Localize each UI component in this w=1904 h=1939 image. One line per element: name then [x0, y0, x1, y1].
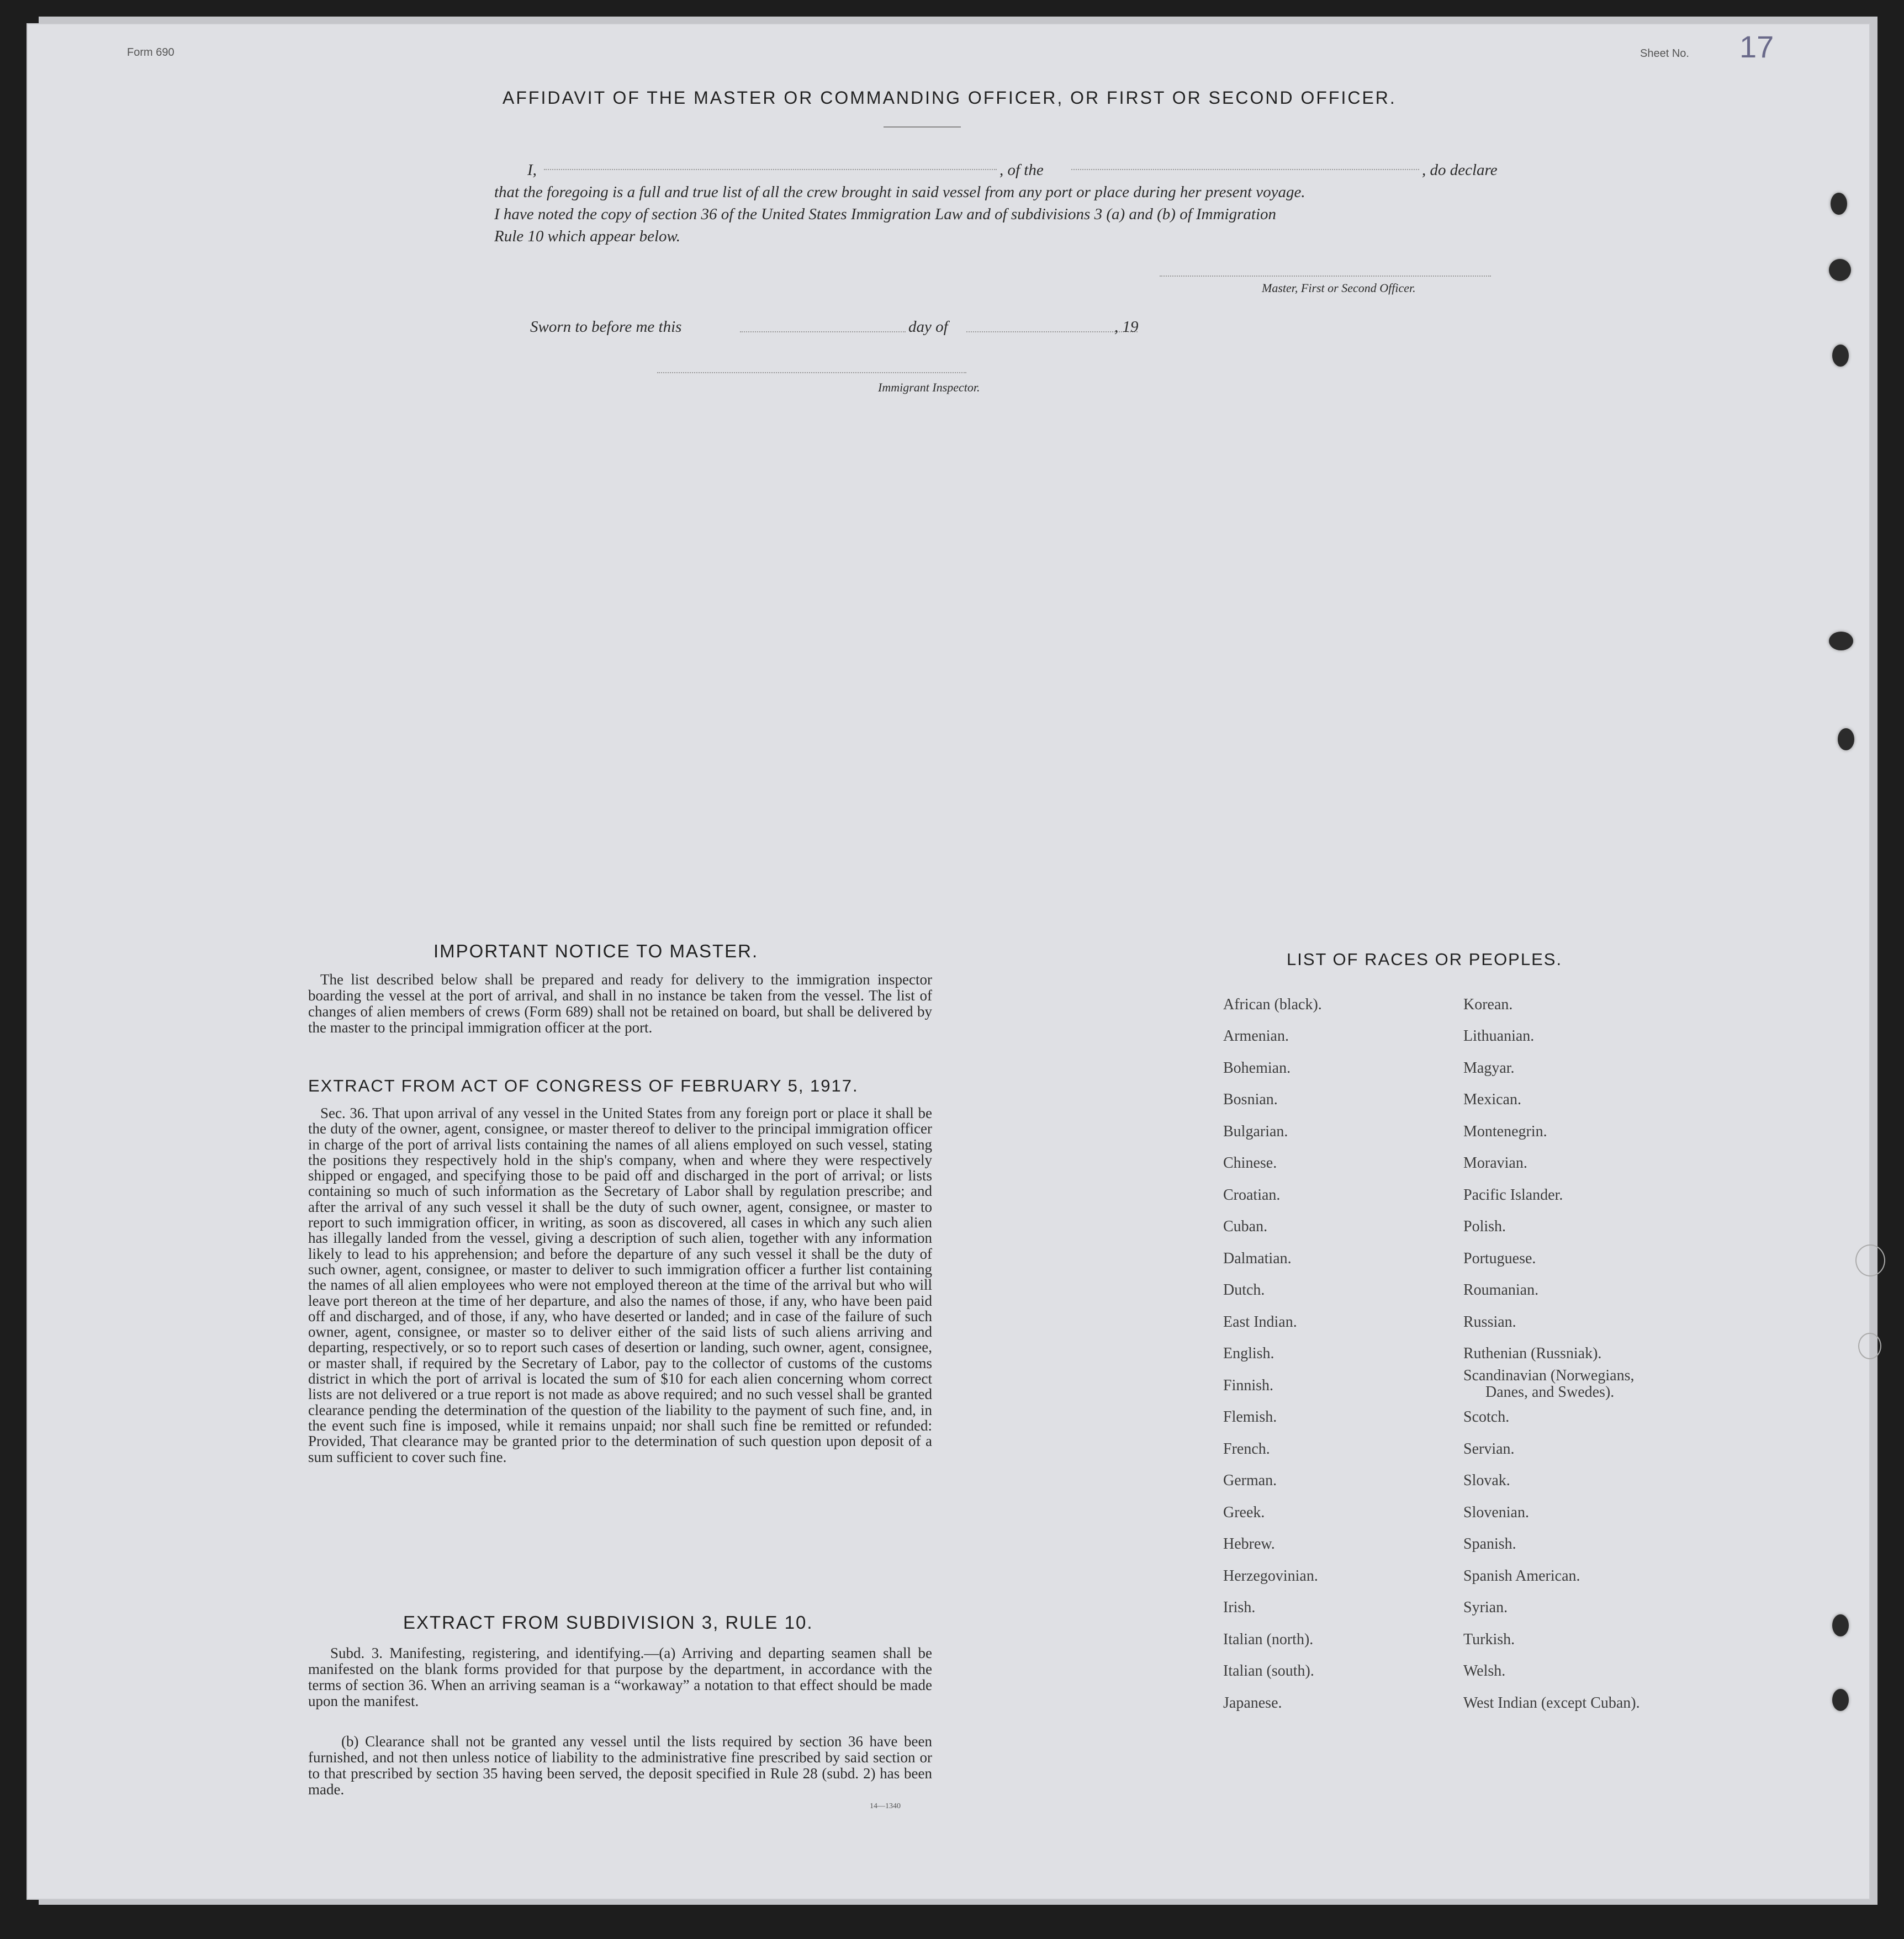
affidavit-line4: Rule 10 which appear below. — [494, 227, 680, 245]
race-item: Chinese. — [1223, 1154, 1277, 1172]
affidavit-line3: I have noted the copy of section 36 of the United States Immigration Law and of subdivisions 3 (a) and (b) of Immigration — [494, 205, 1277, 223]
year-text: , 19 — [1114, 318, 1139, 336]
race-item: Irish. — [1223, 1599, 1256, 1616]
affidavit-title: AFFIDAVIT OF THE MASTER OR COMMANDING OFFICER, OR FIRST OR SECOND OFFICER. — [503, 88, 1397, 108]
race-item: African (black). — [1223, 996, 1322, 1013]
race-item: Portuguese. — [1463, 1250, 1536, 1267]
notice-text: The list described below shall be prepared and ready for delivery to the immigration inspector boarding the vessel at the port of arrival, and shall in no instance be taken from the vessel. The list of changes of alien members of crews (Form 689) shall not be retained on board, but shall be delivered by the master to the principal immigration officer at the port. — [308, 971, 932, 1036]
race-item: Dalmatian. — [1223, 1250, 1292, 1267]
race-item: Turkish. — [1463, 1631, 1515, 1648]
race-item: English. — [1223, 1345, 1274, 1362]
extract-rule-title: EXTRACT FROM SUBDIVISION 3, RULE 10. — [403, 1612, 813, 1633]
race-item: Mexican. — [1463, 1091, 1521, 1108]
race-item: Italian (south). — [1223, 1662, 1314, 1680]
binder-hole — [1838, 728, 1854, 750]
form-number: Form 690 — [127, 46, 174, 59]
month-blank — [966, 331, 1138, 332]
race-item: Moravian. — [1463, 1154, 1527, 1172]
binder-hole-open — [1855, 1244, 1885, 1276]
affidavit-line2: that the foregoing is a full and true list of all the crew brought in said vessel from any port or place during her present voyage. — [494, 183, 1305, 201]
name-blank — [544, 169, 997, 170]
race-item: Russian. — [1463, 1313, 1516, 1331]
sheet-number: 17 — [1739, 29, 1774, 64]
race-item: Slovak. — [1463, 1472, 1510, 1489]
extract-rule-para-a: Subd. 3. Manifesting, registering, and identifying.—(a) Arriving and departing seamen shall be manifested on the blank forms provided for that purpose by the department, in accordance with the terms of section 36. When an arriving seaman is a “workaway” a notation to that effect should be made upon the manifest. — [308, 1645, 932, 1709]
affidavit-i: I, — [527, 161, 537, 179]
race-item: Herzegovinian. — [1223, 1567, 1318, 1585]
inspector-caption: Immigrant Inspector. — [878, 380, 980, 394]
race-item: Dutch. — [1223, 1281, 1265, 1299]
race-item: Scandinavian (Norwegians, — [1463, 1367, 1635, 1384]
race-item: Bulgarian. — [1223, 1123, 1288, 1140]
race-item: Lithuanian. — [1463, 1027, 1535, 1045]
document-sheet — [27, 23, 1870, 1900]
race-item: Greek. — [1223, 1504, 1265, 1521]
day-blank — [740, 331, 906, 332]
race-item: Flemish. — [1223, 1408, 1277, 1426]
officer-caption: Master, First or Second Officer. — [1262, 281, 1416, 295]
race-item: Magyar. — [1463, 1059, 1515, 1077]
title-rule — [884, 126, 961, 128]
extract-act-title: EXTRACT FROM ACT OF CONGRESS OF FEBRUARY 5, 1917. — [308, 1076, 859, 1095]
binder-hole — [1832, 345, 1849, 367]
binder-hole — [1829, 632, 1853, 650]
race-item: Spanish American. — [1463, 1567, 1580, 1585]
extract-act-text: Sec. 36. That upon arrival of any vessel in the United States from any foreign port or place it shall be the duty of the owner, agent, consignee, or master thereof to deliver to the principal immigration officer in charge of the port of arrival lists containing the names of all aliens employed on such vessel, stating the positions they respectively hold in the ship's company, when and where they were respectively shipped or engaged, and specifying those to be paid off and discharged in the port of arrival; or lists containing so much of such information as the Secretary of Labor shall by regulation prescribe; and after the arrival of any such vessel it shall be the duty of such owner, agent, consignee, or master to report to such immigration officer, in writing, as soon as discovered, all cases in which any such alien has illegally landed from the vessel, giving a description of such alien, together with any information likely to lead to his apprehension; and before the departure of any such vessel it shall be the duty of such owner, agent, consignee, or master to deliver to such immigration officer a further list containing the names of all alien employees who were not employed thereon at the time of the arrival but who will leave port thereon at the time of her departure, and also the names of those, if any, who have been paid off and discharged, and of those, if any, who have deserted or landed; and in case of the failure of such owner, agent, consignee, or master so to deliver either of the said lists of such aliens arriving and departing, respectively, or so to report such cases of desertion or landing, such owner, agent, consignee, or master shall, if required by the Secretary of Labor, pay to the collector of customs of the customs district in which the port of arrival is located the sum of $10 for each alien concerning whom correct lists are not delivered or a true report is not made as above required; and no such vessel shall be granted clearance pending the determination of the question of the liability to the payment of such fine, and, in the event such fine is imposed, while it remains unpaid; nor shall such fine be remitted or refunded: Provided, That clearance may be granted prior to the determination of such question upon deposit of a sum sufficient to cover such fine. — [308, 1105, 932, 1465]
race-item: Japanese. — [1223, 1694, 1282, 1712]
affidavit-declare: , do declare — [1422, 161, 1498, 179]
race-item: Servian. — [1463, 1440, 1515, 1458]
race-item: Bosnian. — [1223, 1091, 1278, 1108]
race-item: Armenian. — [1223, 1027, 1289, 1045]
race-item: Croatian. — [1223, 1186, 1281, 1204]
race-item: East Indian. — [1223, 1313, 1297, 1331]
race-item: Welsh. — [1463, 1662, 1506, 1680]
sheet-label: Sheet No. — [1640, 47, 1689, 60]
race-item: Polish. — [1463, 1218, 1506, 1235]
race-item: French. — [1223, 1440, 1270, 1458]
race-item: Cuban. — [1223, 1218, 1268, 1235]
race-item: Montenegrin. — [1463, 1123, 1547, 1140]
race-item: Ruthenian (Russniak). — [1463, 1345, 1602, 1362]
race-item: German. — [1223, 1472, 1277, 1489]
binder-hole — [1832, 1614, 1849, 1636]
race-item: Slovenian. — [1463, 1504, 1529, 1521]
affidavit-of-the: , of the — [999, 161, 1044, 179]
day-of-text: day of — [908, 318, 948, 336]
signature-blank — [1160, 276, 1491, 277]
binder-hole — [1831, 193, 1847, 215]
race-item-cont: Danes, and Swedes). — [1485, 1384, 1615, 1401]
extract-rule-para-b: (b) Clearance shall not be granted any vessel until the lists required by section 36 have been furnished, and not then unless notice of liability to the administrative fine prescribed by said section or to that prescribed by section 35 having been served, the deposit specified in Rule 28 (subd. 2) has been made. — [308, 1733, 932, 1798]
race-item: Finnish. — [1223, 1377, 1274, 1394]
print-code: 14—1340 — [870, 1802, 901, 1810]
sworn-text: Sworn to before me this — [530, 318, 682, 336]
race-item: Italian (north). — [1223, 1631, 1314, 1648]
inspector-blank — [657, 372, 966, 373]
race-item: Scotch. — [1463, 1408, 1510, 1426]
binder-hole — [1829, 259, 1851, 281]
binder-hole-open — [1858, 1333, 1881, 1359]
race-item: Korean. — [1463, 996, 1513, 1013]
race-item: Spanish. — [1463, 1535, 1516, 1553]
race-item: Roumanian. — [1463, 1281, 1539, 1299]
race-item: West Indian (except Cuban). — [1463, 1694, 1640, 1712]
binder-hole — [1832, 1689, 1849, 1711]
race-item: Pacific Islander. — [1463, 1186, 1563, 1204]
race-item: Bohemian. — [1223, 1059, 1291, 1077]
race-item: Hebrew. — [1223, 1535, 1275, 1553]
race-item: Syrian. — [1463, 1599, 1508, 1616]
races-title: LIST OF RACES OR PEOPLES. — [1287, 950, 1563, 969]
vessel-blank — [1071, 169, 1419, 170]
notice-title: IMPORTANT NOTICE TO MASTER. — [433, 941, 759, 961]
